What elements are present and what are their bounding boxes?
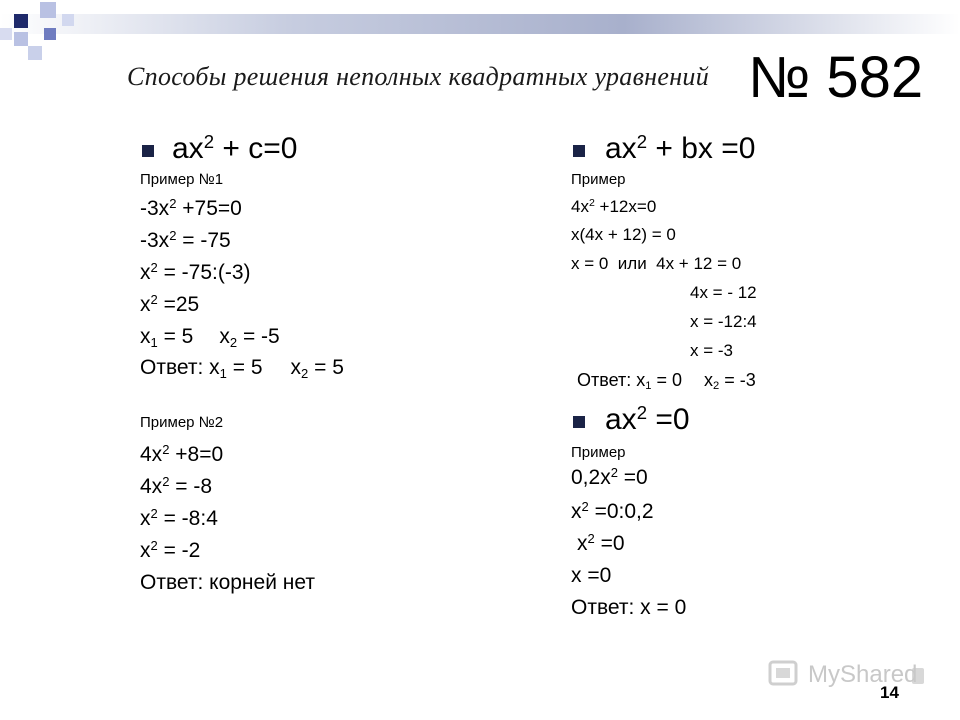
- equation-line: $x^2$ =0:0,2: [571, 498, 654, 523]
- watermark-text: MyShared: [808, 661, 918, 688]
- equation-line: x = -3: [690, 341, 733, 360]
- task-number: № 582: [748, 45, 924, 110]
- equation-line: $4x^2 = -8$: [140, 473, 213, 498]
- equation-line: $x^2$ = -75:(-3): [140, 259, 251, 284]
- answer-line: Ответ: $x_1 = 0$ $x_2 = -3$: [577, 370, 756, 393]
- equation-line: $-3x^2 +75=0$: [140, 195, 242, 220]
- equation-line: x(4x + 12) = 0: [571, 225, 676, 244]
- equation-line: 4x = - 12: [690, 283, 757, 302]
- header-square-dark: [14, 14, 28, 28]
- header-square-mid: [44, 28, 56, 40]
- bullet-square-icon: [573, 145, 585, 157]
- equation-line: x = 0 или 4x + 12 = 0: [571, 254, 742, 273]
- equation-line: $0,2x^2 =0$: [571, 464, 648, 489]
- equation-line: x = -12:4: [690, 312, 757, 331]
- header-square-light: [40, 2, 56, 18]
- header-square-light: [14, 32, 28, 46]
- section-heading-ax2-c: $ax^2 + c=0$: [172, 130, 298, 165]
- equation-line: $x^2 =25$: [140, 291, 200, 316]
- header-square-light: [0, 28, 12, 40]
- header-gradient-bar: [0, 14, 960, 34]
- bullet-square-icon: [142, 145, 154, 157]
- example-label: Пример №1: [140, 171, 224, 188]
- equation-line: x =0: [571, 564, 612, 587]
- example-label: Пример: [571, 171, 626, 188]
- answer-line: Ответ: x = 0: [571, 596, 687, 619]
- header-square-light: [62, 14, 74, 26]
- equation-line: $x^2 = -2$: [140, 537, 201, 562]
- equation-line: $4x^2 +12x=0$: [571, 197, 657, 216]
- answer-line: Ответ: $x_1 = 5$ $x_2 = 5$: [140, 356, 344, 381]
- example-label: Пример: [571, 444, 626, 461]
- example-label: Пример №2: [140, 414, 224, 431]
- header-square-light: [28, 46, 42, 60]
- equation-line: $4x^2 +8=0$: [140, 441, 224, 466]
- section-heading-ax2: $ax^2 =0$: [605, 401, 690, 436]
- slide-title: Способы решения неполных квадратных уравнений: [127, 62, 710, 91]
- section-heading-ax2-bx: $ax^2$ + bx =0: [605, 130, 756, 165]
- answer-line: Ответ: корней нет: [140, 571, 315, 594]
- equation-line: $x^2$ = -8:4: [140, 505, 218, 530]
- roots-line: $x_1 = 5$ $x_2 = -5$: [140, 325, 280, 350]
- equation-line: $x^2 =0$: [577, 530, 625, 555]
- page-number: 14: [880, 683, 899, 702]
- bullet-square-icon: [573, 416, 585, 428]
- equation-line: $-3x^2 = -75$: [140, 227, 231, 252]
